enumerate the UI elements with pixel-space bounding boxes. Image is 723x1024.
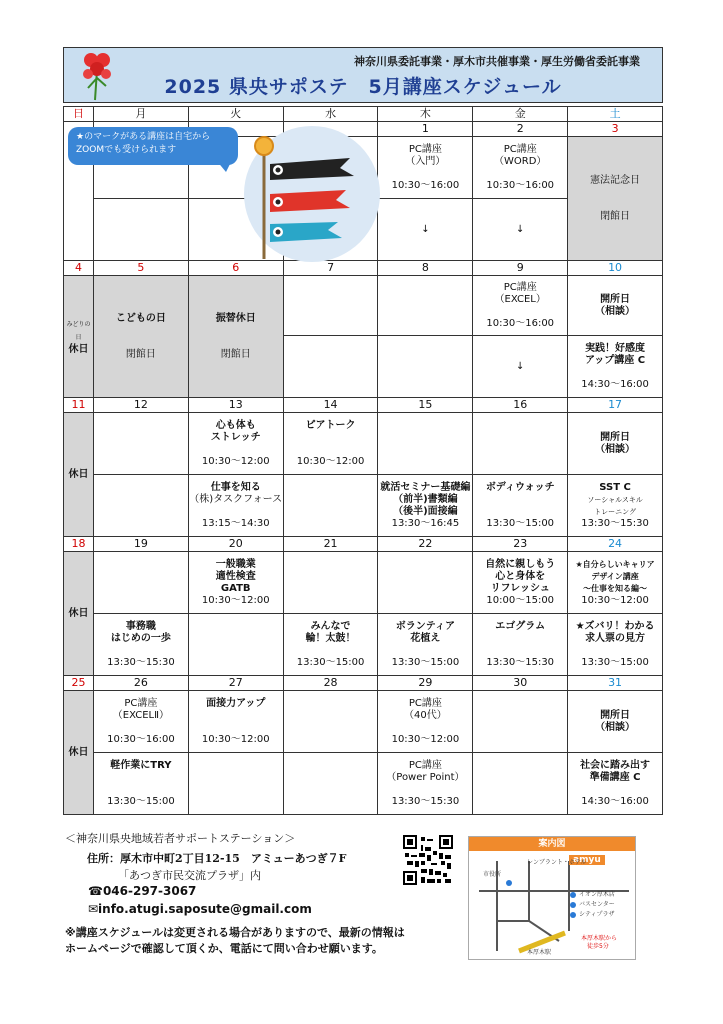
week4-dates	[64, 537, 663, 552]
event-title: ボディウォッチ	[485, 481, 555, 493]
event-may15-pm	[378, 475, 473, 537]
date-9: 9	[473, 261, 568, 276]
event-may26-am	[94, 691, 189, 753]
event-subtitle: リフレッシュ	[490, 582, 550, 594]
empty-cell	[94, 475, 189, 537]
event-time: 10:30～12:00	[201, 733, 270, 745]
event-time: 13:30～15:30	[486, 656, 555, 668]
qr-code-icon[interactable]	[403, 835, 453, 885]
event-time: 10:30～16:00	[107, 733, 175, 745]
sponsor-text: 神奈川県委託事業・厚木市共催事業・厚生労働省委託事業	[354, 55, 640, 68]
event-title: エゴグラム	[495, 620, 546, 632]
week5-am	[64, 691, 663, 753]
notice-line2: ホームページで確認して頂くか、電話にて問い合わせ願います。	[65, 942, 383, 955]
event-title: ピアトーク	[305, 419, 356, 431]
event-may29-am	[378, 691, 473, 753]
event-title: ボランティア	[395, 620, 455, 632]
event-may13-pm	[188, 475, 283, 537]
holiday-label: 休日	[68, 468, 89, 480]
event-subtitle: 求人票の見方	[585, 632, 646, 644]
event-time: 14:30～16:00	[581, 795, 649, 807]
event-subtitle: アップ講座 C	[585, 354, 646, 366]
week5-dates	[64, 676, 663, 691]
empty-cell	[378, 336, 473, 398]
event-may2	[473, 137, 568, 199]
empty-cell	[283, 276, 378, 336]
empty-cell	[473, 413, 568, 475]
holiday-may11	[64, 413, 94, 537]
empty-cell	[283, 475, 378, 537]
week5-pm	[64, 753, 663, 815]
empty-cell	[378, 552, 473, 614]
holiday-may25	[64, 691, 94, 815]
event-time: 13:30～15:00	[107, 795, 175, 807]
event-may23-am	[473, 552, 568, 614]
weekday-mon: 月	[94, 107, 189, 122]
bubble-tail	[216, 160, 232, 172]
date-10: 10	[568, 261, 663, 276]
event-subtitle: デザイン講座	[591, 571, 639, 581]
holiday-may5	[94, 276, 189, 398]
event-subtitle: （40代）	[404, 709, 447, 721]
event-time: 10:30～16:00	[391, 179, 460, 191]
open-label: 開所日	[600, 293, 631, 305]
event-time: 13:15～14:30	[201, 517, 270, 529]
event-time: 10:30～12:00	[391, 733, 460, 745]
event-title: 心も体も	[215, 419, 256, 431]
zoom-note-line1: ★のマークがある講座は自宅から	[76, 132, 211, 142]
event-time: 13:30～15:30	[581, 517, 649, 529]
walk-label-2: 徒歩5分	[587, 943, 609, 950]
date-14: 14	[283, 398, 378, 413]
event-may21-pm	[283, 614, 378, 676]
event-subtitle: （入門）	[405, 155, 446, 167]
event-time: 14:30～16:00	[581, 378, 649, 390]
event-may17-pm	[568, 475, 663, 537]
empty-cell	[283, 336, 378, 398]
date-28: 28	[283, 676, 378, 691]
event-title: 軽作業にTRY	[110, 759, 172, 771]
empty-cell	[283, 691, 378, 753]
event-subtitle: ストレッチ	[210, 431, 261, 443]
event-may20-am	[188, 552, 283, 614]
event-time: 13:30～15:30	[107, 656, 175, 668]
hotel-label: レンブラント・ホテル	[527, 859, 587, 866]
holiday-label: 休日	[68, 607, 89, 619]
event-subtitle: （EXCEL）	[494, 293, 546, 305]
empty-cell	[378, 413, 473, 475]
event-subtitle: はじめの一歩	[110, 632, 171, 644]
event-may22-pm	[378, 614, 473, 676]
week3-dates	[64, 398, 663, 413]
date-27: 27	[188, 676, 283, 691]
holiday-may6	[188, 276, 283, 398]
event-subtitle: （Power Point）	[386, 771, 465, 783]
access-map	[468, 836, 636, 960]
event-subtitle: 心と身体を	[495, 570, 546, 582]
empty-cell	[283, 552, 378, 614]
event-title: 一般職業	[215, 558, 256, 570]
event-may29-pm	[378, 753, 473, 815]
event-may14-am	[283, 413, 378, 475]
date-8: 8	[378, 261, 473, 276]
event-time: 13:30～15:00	[581, 656, 649, 668]
notice-line1: ※講座スケジュールは変更される場合がありますので、最新の情報は	[65, 926, 405, 939]
event-time: 10:30～16:00	[486, 317, 555, 329]
event-subtitle: トレーニング	[594, 507, 636, 516]
weekday-fri: 金	[473, 107, 568, 122]
event-time: 10:30～12:00	[201, 594, 270, 606]
event-title: 社会に踏み出す	[580, 759, 651, 771]
event-subtitle: ソーシャルスキル	[587, 495, 643, 504]
holiday-may4	[64, 276, 94, 398]
amyu-logo: amyu	[569, 855, 605, 865]
event-subtitle: （後半)面接編	[393, 505, 458, 517]
holiday-name: こどもの日	[115, 312, 166, 324]
event-title: みんなで	[310, 620, 351, 632]
event-may1	[378, 137, 473, 199]
empty-cell	[94, 199, 189, 261]
date-30: 30	[473, 676, 568, 691]
consult-label: （相談）	[595, 305, 636, 317]
event-may19-pm	[94, 614, 189, 676]
empty-cell	[283, 753, 378, 815]
event-may16-pm	[473, 475, 568, 537]
week4-pm	[64, 614, 663, 676]
email-address[interactable]: ✉info.atugi.saposute@gmail.com	[88, 902, 312, 916]
open-may10	[568, 276, 663, 336]
date-15: 15	[378, 398, 473, 413]
date-18: 18	[64, 537, 94, 552]
empty-cell	[188, 753, 283, 815]
consult-label: （相談）	[595, 443, 636, 455]
open-may31	[568, 691, 663, 753]
closed-label: 閉館日	[125, 348, 156, 360]
phone-number[interactable]: ☎046-297-3067	[88, 884, 197, 898]
event-time: 10:30～16:00	[486, 179, 555, 191]
event-title: 実践！好感度	[585, 342, 646, 354]
event-may10	[568, 336, 663, 398]
event-time: 10:00～15:00	[486, 594, 555, 606]
closed-label: 閉館日	[600, 210, 631, 222]
page-title: 2025 県央サポステ 5月講座スケジュール	[164, 76, 562, 98]
week3-am	[64, 413, 663, 475]
weekday-header-row	[64, 107, 663, 122]
holiday-name: 憲法記念日	[590, 174, 641, 186]
date-24: 24	[568, 537, 663, 552]
event-subtitle: （前半)書類編	[393, 493, 458, 505]
event-subtitle: （WORD）	[494, 155, 547, 167]
holiday-may3	[568, 137, 663, 261]
event-title: 仕事を知る	[210, 481, 261, 493]
consult-label: （相談）	[595, 721, 636, 733]
event-title: PC講座	[408, 697, 442, 709]
date-29: 29	[378, 676, 473, 691]
plaza-name: 「あつぎ市民交流プラザ」内	[118, 869, 261, 882]
date-22: 22	[378, 537, 473, 552]
event-time: 13:30～15:30	[391, 795, 460, 807]
event-title: PC講座	[503, 281, 537, 293]
date-20: 20	[188, 537, 283, 552]
address: 住所：厚木市中町2丁目12-15 アミューあつぎ７F	[87, 852, 347, 865]
schedule-notice	[65, 925, 465, 957]
event-title: 自然に親しもう	[485, 558, 556, 570]
event-title: 事務職	[125, 620, 156, 632]
date-31: 31	[568, 676, 663, 691]
event-title: PC講座	[408, 143, 442, 155]
event-may9	[473, 276, 568, 336]
event-title: ★ズバリ！わかる	[575, 620, 655, 632]
event-may23-pm	[473, 614, 568, 676]
empty-cell	[94, 413, 189, 475]
week4-am	[64, 552, 663, 614]
date-11: 11	[64, 398, 94, 413]
carnation-icon	[80, 48, 114, 102]
event-subtitle: GATB	[220, 582, 251, 594]
week3-pm	[64, 475, 663, 537]
open-may17	[568, 413, 663, 475]
event-time: 13:30～15:00	[486, 517, 555, 529]
weekday-sun: 日	[64, 107, 94, 122]
header-banner	[63, 47, 663, 103]
aeon-label: イオン厚木店	[579, 891, 615, 898]
open-label: 開所日	[600, 709, 631, 721]
event-subtitle: （EXCELⅡ）	[112, 709, 170, 721]
date-17: 17	[568, 398, 663, 413]
weekday-wed: 水	[283, 107, 378, 122]
event-time: 13:30～15:00	[391, 656, 460, 668]
empty-cell	[378, 276, 473, 336]
weekday-thu: 木	[378, 107, 473, 122]
holiday-may18	[64, 552, 94, 676]
empty-cell	[473, 753, 568, 815]
event-time: 10:30～12:00	[201, 455, 270, 467]
date-6: 6	[188, 261, 283, 276]
holiday-name: みどりの日	[66, 320, 91, 341]
zoom-note-line2: ZOOMでも受けられます	[76, 145, 177, 155]
empty-cell	[188, 614, 283, 676]
map-title: 案内図	[469, 837, 635, 851]
event-title: PC講座	[124, 697, 158, 709]
koinobori-illustration	[242, 124, 382, 264]
event-title: PC講座	[503, 143, 537, 155]
date-19: 19	[94, 537, 189, 552]
date-3: 3	[568, 122, 663, 137]
event-time: 10:30～12:00	[296, 455, 365, 467]
station-label: 本厚木駅	[527, 949, 552, 956]
date-13: 13	[188, 398, 283, 413]
date-12: 12	[94, 398, 189, 413]
holiday-name: 振替休日	[215, 312, 256, 324]
date-16: 16	[473, 398, 568, 413]
date-2: 2	[473, 122, 568, 137]
arrow-may2: ↓	[473, 199, 568, 261]
closed-label: 閉館日	[220, 348, 251, 360]
arrow-may9: ↓	[473, 336, 568, 398]
event-subtitle: ～仕事を知る編～	[583, 583, 648, 593]
event-may24-am	[568, 552, 663, 614]
date-23: 23	[473, 537, 568, 552]
zoom-note-bubble	[68, 127, 238, 165]
event-subtitle: （株)タスクフォース	[189, 493, 283, 505]
date-21: 21	[283, 537, 378, 552]
date-5: 5	[94, 261, 189, 276]
holiday-label: 休日	[68, 343, 89, 355]
date-25: 25	[64, 676, 94, 691]
event-title: PC講座	[408, 759, 442, 771]
city-plaza-label: シティプラザ	[579, 911, 615, 918]
city-hall-label: 市役所	[483, 871, 502, 878]
weekday-tue: 火	[188, 107, 283, 122]
date-7: 7	[283, 261, 378, 276]
event-may27-am	[188, 691, 283, 753]
event-may26-pm	[94, 753, 189, 815]
weekday-sat: 土	[568, 107, 663, 122]
event-subtitle: 準備講座 C	[589, 771, 641, 783]
holiday-label: 休日	[68, 746, 89, 758]
walk-label-1: 本厚木駅から	[581, 935, 618, 942]
event-may31-pm	[568, 753, 663, 815]
event-time: 13:30～16:45	[391, 517, 460, 529]
event-subtitle: 花植え	[410, 632, 441, 644]
event-may24-pm	[568, 614, 663, 676]
bus-center-label: バスセンター	[579, 901, 615, 908]
date-4: 4	[64, 261, 94, 276]
week2-am	[64, 276, 663, 336]
event-title: 就活セミナー基礎編	[380, 481, 471, 493]
arrow-may1: ↓	[378, 199, 473, 261]
event-title: 面接力アップ	[206, 697, 266, 709]
event-title: ★自分らしいキャリア	[575, 559, 655, 569]
event-title: SST C	[599, 481, 631, 493]
event-subtitle: 適性検査	[215, 570, 256, 582]
event-may13-am	[188, 413, 283, 475]
date-26: 26	[94, 676, 189, 691]
event-subtitle: 輪！太鼓！	[305, 632, 356, 644]
organization-name: ＜神奈川県央地域若者サポートステーション＞	[65, 832, 296, 845]
event-time: 10:30～12:00	[581, 594, 649, 606]
empty-cell	[473, 691, 568, 753]
empty-cell	[94, 552, 189, 614]
open-label: 開所日	[600, 431, 631, 443]
event-time: 13:30～15:00	[296, 656, 365, 668]
date-1: 1	[378, 122, 473, 137]
